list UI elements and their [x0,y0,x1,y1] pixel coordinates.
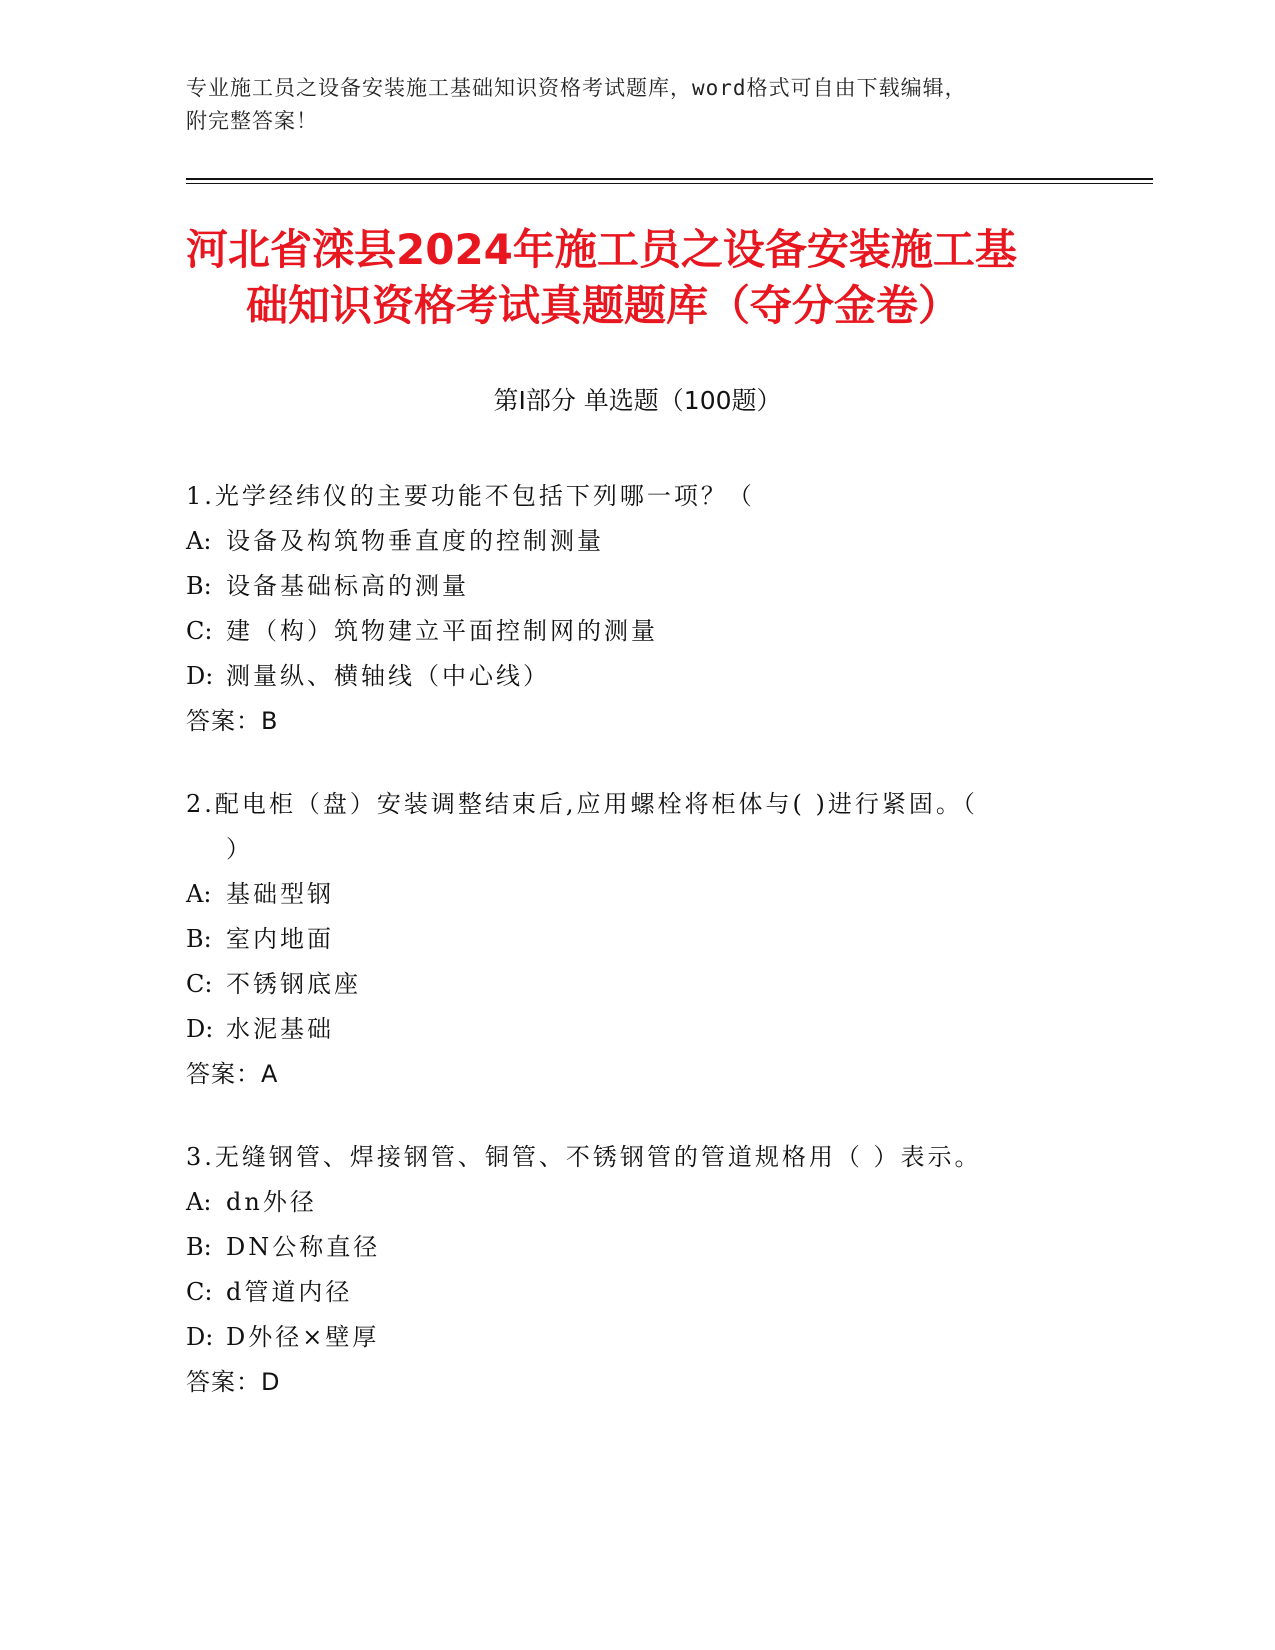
question-stem [186,782,1066,872]
option-text: 基础型钢 [226,880,334,908]
question-stem [186,474,1066,519]
option-key: C: [186,1278,213,1306]
option-a [186,872,1066,917]
option-c [186,609,1066,654]
option-text: D外径×壁厚 [226,1323,380,1351]
option-b [186,1225,1066,1270]
option-key: D: [186,1015,214,1043]
answer: 答案：A [186,1060,279,1088]
option-b [186,564,1066,609]
option-key: B: [186,1233,212,1261]
header-rule-thin [186,183,1153,184]
option-text: 测量纵、横轴线（中心线） [226,662,550,690]
option-key: A: [186,527,212,555]
header-line-1: 专业施工员之设备安装施工基础知识资格考试题库，word格式可自由下载编辑， [186,76,967,100]
option-d [186,654,1066,699]
question-2 [186,782,1066,1097]
section-title: 第Ⅰ部分 单选题（100题） [493,386,782,415]
option-text: 不锈钢底座 [226,970,361,998]
option-key: B: [186,572,212,600]
option-key: D: [186,1323,214,1351]
question-stem-text: 1.光学经纬仪的主要功能不包括下列哪一项？（ [186,482,755,510]
page-header [186,72,1086,138]
option-key: B: [186,925,212,953]
option-a [186,1180,1066,1225]
document-title-line-1: 河北省滦县2024年施工员之设备安装施工基 [186,225,1017,274]
question-stem-text: 3.无缝钢管、焊接钢管、铜管、不锈钢管的管道规格用（ ）表示。 [186,1143,982,1171]
option-text: 水泥基础 [226,1015,334,1043]
option-text: d管道内径 [226,1278,353,1306]
question-3 [186,1135,1066,1405]
header-rule-thick [186,178,1153,180]
option-text: dn外径 [226,1188,317,1216]
option-c [186,962,1066,1007]
question-list [186,474,1066,1443]
document-title [186,222,1106,334]
answer: 答案：D [186,1368,281,1396]
option-text: 设备基础标高的测量 [226,572,469,600]
option-c [186,1270,1066,1315]
option-a [186,519,1066,564]
option-key: D: [186,662,214,690]
question-stem [186,1135,1066,1180]
option-key: C: [186,970,213,998]
option-key: A: [186,880,212,908]
option-key: A: [186,1188,212,1216]
document-title-line-2: 础知识资格考试真题题库（夺分金卷） [246,281,961,330]
option-text: DN公称直径 [226,1233,381,1261]
option-text: 室内地面 [226,925,334,953]
option-key: C: [186,617,213,645]
question-stem-text: 2.配电柜（盘）安装调整结束后,应用螺栓将柜体与( )进行紧固。（ [186,790,978,818]
question-stem-continuation: ） [226,835,253,863]
option-d [186,1007,1066,1052]
option-d [186,1315,1066,1360]
question-1 [186,474,1066,744]
answer: 答案：B [186,707,279,735]
option-text: 设备及构筑物垂直度的控制测量 [226,527,604,555]
option-b [186,917,1066,962]
header-line-2: 附完整答案！ [186,109,318,133]
option-text: 建（构）筑物建立平面控制网的测量 [226,617,658,645]
